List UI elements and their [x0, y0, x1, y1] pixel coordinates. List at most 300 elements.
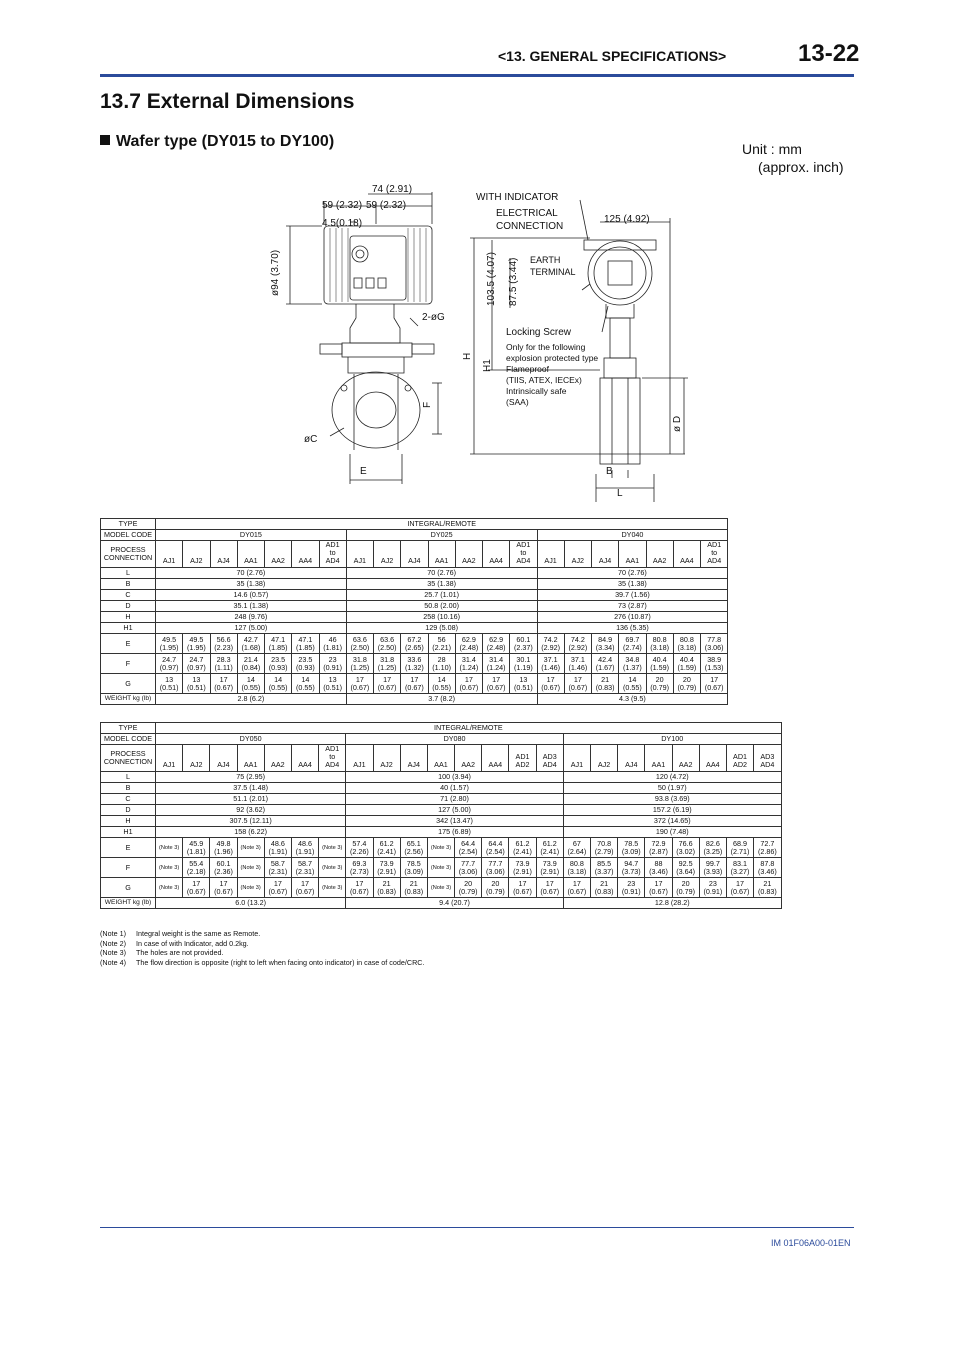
dim-cell: 31.8 (1.25) — [374, 654, 401, 674]
connection-code: AA2 — [646, 541, 673, 568]
dim-cell: 48.6 (1.91) — [291, 838, 318, 858]
dim-value: 307.5 (12.11) — [156, 816, 346, 827]
dim-cell: 58.7 (2.31) — [264, 858, 291, 878]
connection-code: AA2 — [455, 541, 482, 568]
dim-cell: 55.4 (2.18) — [183, 858, 210, 878]
weight-value: 3.7 (8.2) — [346, 694, 537, 705]
dim-label: H — [101, 816, 156, 827]
connection-label: CONNECTION — [496, 221, 564, 232]
dim-value: 342 (13.47) — [346, 816, 564, 827]
weight-value: 6.0 (13.2) — [156, 898, 346, 909]
dim-cell: (Note 3) — [319, 858, 346, 878]
dim-cell: 62.9 (2.48) — [455, 634, 482, 654]
dim-row-h1 — [101, 623, 728, 634]
dim-cell: 82.6 (3.25) — [699, 838, 726, 858]
model-code: DY050 — [156, 734, 346, 745]
connection-code: AJ2 — [591, 745, 618, 772]
dim-value: 136 (5.35) — [537, 623, 728, 634]
dim-cell: 48.6 (1.91) — [264, 838, 291, 858]
connection-code: AJ4 — [210, 745, 237, 772]
converter-housing — [324, 226, 432, 304]
type-label: TYPE — [101, 723, 156, 734]
footer-rule — [100, 1227, 854, 1228]
dim-cell: (Note 3) — [156, 838, 183, 858]
dim-cell: 37.1 (1.46) — [564, 654, 591, 674]
dim-cell: 31.4 (1.24) — [483, 654, 510, 674]
dim-label: D — [101, 601, 156, 612]
dim-cell: 74.2 (2.92) — [537, 634, 564, 654]
connection-code: AA4 — [673, 541, 700, 568]
dim-cell: 23 (0.91) — [699, 878, 726, 898]
dim-cell: (Note 3) — [237, 838, 264, 858]
connection-code: AA1 — [428, 541, 455, 568]
dim-value: 40 (1.57) — [346, 783, 564, 794]
connection-code: AA1 — [427, 745, 454, 772]
dim-cell: 31.4 (1.24) — [455, 654, 482, 674]
note-4: (Note 4) The flow direction is opposite (right to left when facing onto indicator) in case of code/CRC. — [100, 957, 425, 967]
dim-cell: 58.7 (2.31) — [291, 858, 318, 878]
dim-value: 35 (1.38) — [537, 579, 728, 590]
header-rule — [100, 74, 854, 77]
connection-code: AA1 — [619, 541, 646, 568]
model-code: DY040 — [537, 530, 728, 541]
type-value: INTEGRAL/REMOTE — [156, 519, 728, 530]
lock-note-6: (SAA) — [506, 397, 529, 407]
dim-cell: 17 (0.67) — [537, 674, 564, 694]
dim-cell: 69.3 (2.73) — [346, 858, 373, 878]
dim-row-e — [101, 838, 782, 858]
dim-cell: 21 (0.83) — [592, 674, 619, 694]
connection-code: AD1 to AD4 — [510, 541, 537, 568]
dim-cell: 47.1 (1.85) — [292, 634, 319, 654]
section-title: 13.7 External Dimensions — [100, 90, 355, 113]
dim-value: 276 (10.87) — [537, 612, 728, 623]
dim-row-l — [101, 568, 728, 579]
dim-94-label: ø94 (3.70) — [270, 249, 281, 296]
page-number: 13-22 — [798, 40, 860, 67]
dim-cell: 33.6 (1.32) — [401, 654, 428, 674]
dim-cell: 42.4 (1.67) — [592, 654, 619, 674]
dim-cell: (Note 3) — [319, 838, 346, 858]
dim-cell: 87.8 (3.46) — [754, 858, 782, 878]
dim-cell: 17 (0.67) — [210, 674, 237, 694]
with-indicator-label: WITH INDICATOR — [476, 192, 559, 203]
dim-2g-label: 2-øG — [422, 312, 445, 323]
dim-cell: 45.9 (1.81) — [183, 838, 210, 858]
dim-cell: 28 (1.10) — [428, 654, 455, 674]
dim-value: 50 (1.97) — [563, 783, 781, 794]
dim-cell: 20 (0.79) — [673, 674, 700, 694]
connection-code: AD3 AD4 — [536, 745, 563, 772]
dim-cell: 40.4 (1.59) — [646, 654, 673, 674]
connection-code: AJ2 — [373, 745, 400, 772]
model-label: MODEL CODE — [101, 530, 156, 541]
dim-label: F — [101, 858, 156, 878]
dim-cell: 65.1 (2.56) — [400, 838, 427, 858]
dim-row-b — [101, 783, 782, 794]
dim-value: 35 (1.38) — [156, 579, 347, 590]
dim-125-label: 125 (4.92) — [604, 214, 650, 225]
dim-cell: 34.8 (1.37) — [619, 654, 646, 674]
dim-cell: 61.2 (2.41) — [509, 838, 536, 858]
dim-cell: 85.5 (3.37) — [591, 858, 618, 878]
connection-code: AJ1 — [537, 541, 564, 568]
dim-cell: 74.2 (2.92) — [564, 634, 591, 654]
dim-cell: 14 (0.55) — [265, 674, 292, 694]
model-row — [101, 530, 728, 541]
dim-h-label: H — [462, 352, 473, 360]
dim-cell: 80.8 (3.18) — [673, 634, 700, 654]
connection-code: AJ1 — [563, 745, 590, 772]
dim-cell: 56.6 (2.23) — [210, 634, 237, 654]
dim-cell: 21 (0.83) — [754, 878, 782, 898]
model-code: DY080 — [346, 734, 564, 745]
connection-code: AD1 to AD4 — [319, 541, 346, 568]
dim-59a-label: 59 (2.32) — [322, 200, 363, 211]
dim-label: D — [101, 805, 156, 816]
dim-cell: 38.9 (1.53) — [701, 654, 728, 674]
cable-entry-icon — [352, 246, 368, 262]
dim-cell: 78.5 (3.09) — [618, 838, 645, 858]
dim-row-e — [101, 634, 728, 654]
dim-cell: 94.7 (3.73) — [618, 858, 645, 878]
dim-cell: 73.9 (2.91) — [373, 858, 400, 878]
dim-cell: 80.8 (3.18) — [563, 858, 590, 878]
dim-59b-label: 59 (2.32) — [366, 200, 407, 211]
model-code: DY025 — [346, 530, 537, 541]
connection-code: AJ1 — [156, 745, 183, 772]
dim-cell: 61.2 (2.41) — [536, 838, 563, 858]
notes — [100, 929, 424, 967]
model-code: DY100 — [563, 734, 781, 745]
weight-value: 12.8 (28.2) — [563, 898, 781, 909]
dim-value: 158 (6.22) — [156, 827, 346, 838]
dim-cell: 57.4 (2.26) — [346, 838, 373, 858]
dim-label: E — [101, 634, 156, 654]
dim-cell: 20 (0.79) — [646, 674, 673, 694]
lock-note-5: Intrinsically safe — [506, 386, 567, 396]
dim-value: 70 (2.76) — [346, 568, 537, 579]
weight-value: 2.8 (6.2) — [156, 694, 347, 705]
connection-code: AD1 AD2 — [509, 745, 536, 772]
dim-value: 372 (14.65) — [563, 816, 781, 827]
dim-74-label: 74 (2.91) — [372, 184, 413, 195]
dim-label: H1 — [101, 827, 156, 838]
dim-cell: (Note 3) — [427, 878, 454, 898]
dim-cell: 17 (0.67) — [726, 878, 753, 898]
dim-label: B — [101, 579, 156, 590]
dim-label: F — [101, 654, 156, 674]
dim-cell: (Note 3) — [427, 838, 454, 858]
dim-cell: 17 (0.67) — [483, 674, 510, 694]
weight-value: 4.3 (9.5) — [537, 694, 728, 705]
dim-e-label: E — [360, 466, 367, 477]
process-label: PROCESS CONNECTION — [101, 745, 156, 772]
dim-cell: 73.9 (2.91) — [509, 858, 536, 878]
connection-code: AA4 — [291, 745, 318, 772]
earth-label: EARTH — [530, 255, 561, 265]
dim-label: G — [101, 878, 156, 898]
note-3: (Note 3) The holes are not provided. — [100, 948, 224, 958]
dim-cell: (Note 3) — [156, 858, 183, 878]
dim-cell: 14 (0.55) — [237, 674, 264, 694]
connection-code: AA1 — [645, 745, 672, 772]
dim-cell: 21 (0.83) — [373, 878, 400, 898]
dim-value: 35 (1.38) — [346, 579, 537, 590]
dim-cell: 63.6 (2.50) — [374, 634, 401, 654]
dim-cell: 13 (0.51) — [319, 674, 346, 694]
unit-line2: (approx. inch) — [758, 159, 844, 175]
dim-cell: 42.7 (1.68) — [237, 634, 264, 654]
dim-row-c — [101, 590, 728, 601]
dim-cell: 17 (0.67) — [563, 878, 590, 898]
connection-code: AJ1 — [156, 541, 183, 568]
dim-cell: 49.5 (1.95) — [183, 634, 210, 654]
dim-cell: 17 (0.67) — [509, 878, 536, 898]
dimension-table-1 — [100, 518, 728, 705]
dim-h1-label: H1 — [482, 359, 493, 372]
lock-note-2: explosion protected type — [506, 353, 599, 363]
document-number: IM 01F06A00-01EN — [771, 1238, 851, 1248]
dim-cell: 46 (1.81) — [319, 634, 346, 654]
connection-code: AJ2 — [564, 541, 591, 568]
dim-cell: 64.4 (2.54) — [482, 838, 509, 858]
connection-code: AA4 — [292, 541, 319, 568]
dim-cell: 17 (0.67) — [374, 674, 401, 694]
dim-cell: 68.9 (2.71) — [726, 838, 753, 858]
dim-cell: 28.3 (1.11) — [210, 654, 237, 674]
terminal-label: TERMINAL — [530, 267, 576, 277]
dim-cell: 21.4 (0.84) — [237, 654, 264, 674]
dim-value: 248 (9.76) — [156, 612, 347, 623]
weight-value: 9.4 (20.7) — [346, 898, 564, 909]
dim-cell: 77.7 (3.06) — [482, 858, 509, 878]
dim-row-c — [101, 794, 782, 805]
dim-c-label: øC — [304, 434, 318, 445]
dim-value: 14.6 (0.57) — [156, 590, 347, 601]
dim-row-f — [101, 654, 728, 674]
connection-code: AA2 — [672, 745, 699, 772]
connection-code: AJ4 — [401, 541, 428, 568]
dim-row-f — [101, 858, 782, 878]
dim-cell: 13 (0.51) — [183, 674, 210, 694]
dim-cell: 23 (0.91) — [618, 878, 645, 898]
dim-label: B — [101, 783, 156, 794]
dim-cell: 23.5 (0.93) — [265, 654, 292, 674]
dim-cell: 13 (0.51) — [510, 674, 537, 694]
dim-cell: 17 (0.67) — [455, 674, 482, 694]
dim-value: 100 (3.94) — [346, 772, 564, 783]
electrical-label: ELECTRICAL — [496, 208, 558, 219]
connection-code: AA2 — [455, 745, 482, 772]
dim-value: 25.7 (1.01) — [346, 590, 537, 601]
dim-row-h — [101, 612, 728, 623]
weight-row — [101, 694, 728, 705]
dim-cell: 64.4 (2.54) — [455, 838, 482, 858]
dim-cell: 17 (0.67) — [183, 878, 210, 898]
dim-cell: (Note 3) — [237, 878, 264, 898]
connection-code: AA4 — [483, 541, 510, 568]
dim-value: 190 (7.48) — [563, 827, 781, 838]
note-1: (Note 1) Integral weight is the same as Remote. — [100, 929, 261, 938]
dim-row-h — [101, 816, 782, 827]
dim-row-h1 — [101, 827, 782, 838]
connection-code: AJ4 — [400, 745, 427, 772]
dimension-drawing — [260, 178, 700, 508]
dim-cell: 37.1 (1.46) — [537, 654, 564, 674]
dim-value: 70 (2.76) — [537, 568, 728, 579]
dim-value: 39.7 (1.56) — [537, 590, 728, 601]
connection-code: AD3 AD4 — [754, 745, 782, 772]
lock-note-3: Flameproof — [506, 364, 549, 374]
dim-cell: 99.7 (3.93) — [699, 858, 726, 878]
dim-cell: 73.9 (2.91) — [536, 858, 563, 878]
dim-row-l — [101, 772, 782, 783]
dim-cell: (Note 3) — [319, 878, 346, 898]
unit-line1: Unit : mm — [742, 141, 802, 157]
lock-note-4: (TIIS, ATEX, IECEx) — [506, 375, 582, 385]
dim-1035-label: 103.5 (4.07) — [486, 252, 497, 306]
dim-value: 93.8 (3.69) — [563, 794, 781, 805]
dim-cell: 92.5 (3.64) — [672, 858, 699, 878]
dim-cell: 49.8 (1.96) — [210, 838, 237, 858]
dim-cell: 88 (3.46) — [645, 858, 672, 878]
dim-cell: 67 (2.64) — [563, 838, 590, 858]
dim-row-d — [101, 805, 782, 816]
dim-cell: 17 (0.67) — [346, 878, 373, 898]
dim-value: 129 (5.08) — [346, 623, 537, 634]
dim-cell: (Note 3) — [237, 858, 264, 878]
connection-code: AA4 — [699, 745, 726, 772]
dim-cell: 60.1 (2.36) — [210, 858, 237, 878]
dim-label: C — [101, 590, 156, 601]
dim-cell: 20 (0.79) — [482, 878, 509, 898]
connection-code: AJ2 — [183, 541, 210, 568]
dim-label: L — [101, 568, 156, 579]
dim-value: 37.5 (1.48) — [156, 783, 346, 794]
connection-code: AJ1 — [346, 541, 373, 568]
process-row — [101, 745, 782, 772]
bullet-square-icon — [100, 135, 110, 145]
dim-d-label: ø D — [672, 415, 683, 432]
connection-code: AJ4 — [210, 541, 237, 568]
dim-cell: 76.6 (3.02) — [672, 838, 699, 858]
dim-value: 50.8 (2.00) — [346, 601, 537, 612]
dim-cell: 56 (2.21) — [428, 634, 455, 654]
dim-cell: 72.9 (2.87) — [645, 838, 672, 858]
dim-cell: 31.8 (1.25) — [346, 654, 373, 674]
indicator-housing — [588, 241, 652, 305]
dim-45-label: 4.5(0.18) — [322, 218, 363, 229]
dim-cell: 63.6 (2.50) — [346, 634, 373, 654]
process-label: PROCESS CONNECTION — [101, 541, 156, 568]
chapter-header: <13. GENERAL SPECIFICATIONS> — [498, 48, 727, 64]
dim-cell: 78.5 (3.09) — [400, 858, 427, 878]
dim-cell: 30.1 (1.19) — [510, 654, 537, 674]
dim-label: G — [101, 674, 156, 694]
connection-code: AJ1 — [346, 745, 373, 772]
subsection-title — [100, 133, 334, 151]
dim-cell: 17 (0.67) — [564, 674, 591, 694]
dim-value: 120 (4.72) — [563, 772, 781, 783]
dim-value: 127 (5.00) — [156, 623, 347, 634]
dim-cell: 14 (0.55) — [292, 674, 319, 694]
dim-label: E — [101, 838, 156, 858]
connection-code: AJ4 — [592, 541, 619, 568]
type-row — [101, 723, 782, 734]
dim-cell: 77.8 (3.06) — [701, 634, 728, 654]
dim-cell: 17 (0.67) — [401, 674, 428, 694]
dim-value: 51.1 (2.01) — [156, 794, 346, 805]
connection-code: AD1 to AD4 — [319, 745, 346, 772]
model-label: MODEL CODE — [101, 734, 156, 745]
dim-value: 35.1 (1.38) — [156, 601, 347, 612]
dim-cell: 21 (0.83) — [400, 878, 427, 898]
dim-cell: (Note 3) — [156, 878, 183, 898]
dim-cell: 14 (0.55) — [428, 674, 455, 694]
dim-cell: 17 (0.67) — [701, 674, 728, 694]
dim-cell: 77.7 (3.06) — [455, 858, 482, 878]
dim-value: 175 (6.89) — [346, 827, 564, 838]
dimension-table-2 — [100, 722, 782, 909]
connection-code: AD1 to AD4 — [701, 541, 728, 568]
dim-cell: 47.1 (1.85) — [265, 634, 292, 654]
dim-row-b — [101, 579, 728, 590]
dim-row-g — [101, 674, 728, 694]
connection-code: AA2 — [265, 541, 292, 568]
dim-cell: 69.7 (2.74) — [619, 634, 646, 654]
dim-value: 157.2 (6.19) — [563, 805, 781, 816]
dim-cell: 17 (0.67) — [645, 878, 672, 898]
type-value: INTEGRAL/REMOTE — [156, 723, 782, 734]
weight-label: WEIGHT kg (lb) — [101, 694, 156, 705]
dim-value: 71 (2.80) — [346, 794, 564, 805]
dim-cell: 17 (0.67) — [536, 878, 563, 898]
dim-cell: 24.7 (0.97) — [183, 654, 210, 674]
dim-cell: 24.7 (0.97) — [156, 654, 183, 674]
dim-value: 258 (10.16) — [346, 612, 537, 623]
dim-cell: 20 (0.79) — [455, 878, 482, 898]
connection-code: AA1 — [237, 745, 264, 772]
connection-code: AA1 — [237, 541, 264, 568]
dim-cell: 80.8 (3.18) — [646, 634, 673, 654]
dim-label: H — [101, 612, 156, 623]
connection-code: AJ2 — [374, 541, 401, 568]
dim-label: H1 — [101, 623, 156, 634]
dim-cell: 61.2 (2.41) — [373, 838, 400, 858]
dim-875-label: 87.5 (3.44) — [508, 257, 519, 306]
dim-cell: 72.7 (2.86) — [754, 838, 782, 858]
connection-code: AD1 AD2 — [726, 745, 753, 772]
dim-value: 73 (2.87) — [537, 601, 728, 612]
dim-cell: 70.8 (2.79) — [591, 838, 618, 858]
dim-cell: 20 (0.79) — [672, 878, 699, 898]
connection-code: AA2 — [264, 745, 291, 772]
wafer-side — [600, 378, 640, 464]
dim-cell: 83.1 (3.27) — [726, 858, 753, 878]
dim-cell: 13 (0.51) — [156, 674, 183, 694]
dim-l-label: L — [617, 488, 623, 499]
dim-label: C — [101, 794, 156, 805]
dim-cell: 14 (0.55) — [619, 674, 646, 694]
wafer-body — [332, 372, 420, 448]
dim-cell: 17 (0.67) — [264, 878, 291, 898]
locking-screw-label: Locking Screw — [506, 327, 572, 338]
model-row — [101, 734, 782, 745]
unit-note — [742, 140, 844, 176]
dim-cell: 60.1 (2.37) — [510, 634, 537, 654]
dim-cell: 21 (0.83) — [591, 878, 618, 898]
